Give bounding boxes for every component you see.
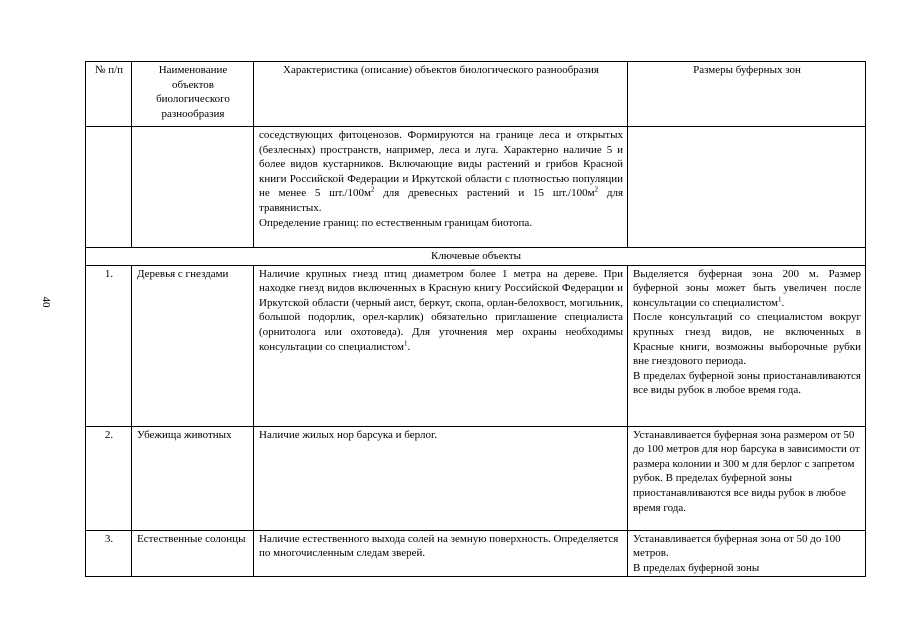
cell-description: Наличие жилых нор барсука и берлог. (254, 426, 628, 530)
buffer-text-b: В пределах буферной зоны (633, 561, 760, 574)
cell-name: Убежища животных (132, 426, 254, 530)
boundary-text: Определение границ: по естественным границам биотопа. (259, 216, 533, 229)
cell-description: Наличие естественного выхода солей на земную поверхность. Определяется по многочисленным следам зверей. (254, 530, 628, 577)
buffer-text-a-tail: . (781, 296, 785, 309)
header-buffer: Размеры буферных зон (628, 62, 866, 127)
buffer-text-a: Устанавливается буферная зона от 50 до 100 метров. (633, 532, 841, 560)
continuation-text-mid: для древесных растений и 15 шт./100м (374, 187, 595, 200)
table-row (86, 426, 866, 530)
buffer-text-b: После консультаций со специалистом вокруг крупных гнезд видов, не включенных в Красные книги, возможны выборочные рубки вне гнездового периода. (633, 311, 861, 368)
footnote-ref: 1 (777, 295, 782, 304)
buffer-text-c: В пределах буферной зоны приостанавливаются все виды рубок в любое время года. (633, 369, 861, 397)
cell-num: 2. (86, 426, 132, 530)
continuation-text-main: соседствующих фитоценозов. Формируются на границе леса и открытых (безлесных) пространств, например, леса и луга. Характерно наличие 5 и более видов кустарников. Включающие виды растений и грибов Красной книги Российской Федерации и Иркутской области с плотностью популяции не менее 5 шт./100м (259, 129, 623, 200)
header-name: Наименование объектов биологического разнообразия (132, 62, 254, 127)
description-tail: . (407, 340, 411, 353)
header-description: Характеристика (описание) объектов биологического разнообразия (254, 62, 628, 127)
table-row-continuation (86, 127, 866, 248)
cell-num-empty (86, 127, 132, 248)
cell-description (254, 265, 628, 426)
continuation-text-end: для травянистых. (259, 187, 623, 214)
superscript: 2 (594, 185, 599, 194)
footnote-ref: 1 (403, 338, 408, 347)
cell-name: Естественные солонцы (132, 530, 254, 577)
section-title: Ключевые объекты (86, 248, 866, 266)
table-row (86, 530, 866, 577)
section-row (86, 248, 866, 266)
cell-buffer: Устанавливается буферная зона размером от 50 до 100 метров для нор барсука в зависимости от размера колонии и 300 м для берлог с запретом рубок. В пределах буферной зоны приостанавливаются все виды рубок в любое время года. (628, 426, 866, 530)
cell-num: 1. (86, 265, 132, 426)
buffer-text-a: Выделяется буферная зона 200 м. Размер буферной зоны может быть увеличен после консультации со специалистом (633, 267, 861, 309)
cell-description-continuation (254, 127, 628, 248)
cell-buffer (628, 265, 866, 426)
cell-name-empty (132, 127, 254, 248)
biodiversity-table (85, 61, 866, 577)
page-number: 40 (40, 296, 52, 308)
cell-name: Деревья с гнездами (132, 265, 254, 426)
cell-num: 3. (86, 530, 132, 577)
cell-buffer (628, 530, 866, 577)
table-header-row (86, 62, 866, 127)
header-num: № п/п (86, 62, 132, 127)
table-row (86, 265, 866, 426)
description-text: Наличие крупных гнезд птиц диаметром более 1 метра на дереве. При находке гнезд видов включенных в Красную книгу Российской Федерации и Иркутской области (черный аист, беркут, скопа, орлан-белохвост, могильник, большой подорлик, орел-карлик) обязательно приглашение специалиста (орнитолога или охотоведа). Для уточнения мер охраны необходимы консультации со специалистом (259, 267, 623, 353)
cell-buffer-empty (628, 127, 866, 248)
superscript: 2 (370, 185, 375, 194)
